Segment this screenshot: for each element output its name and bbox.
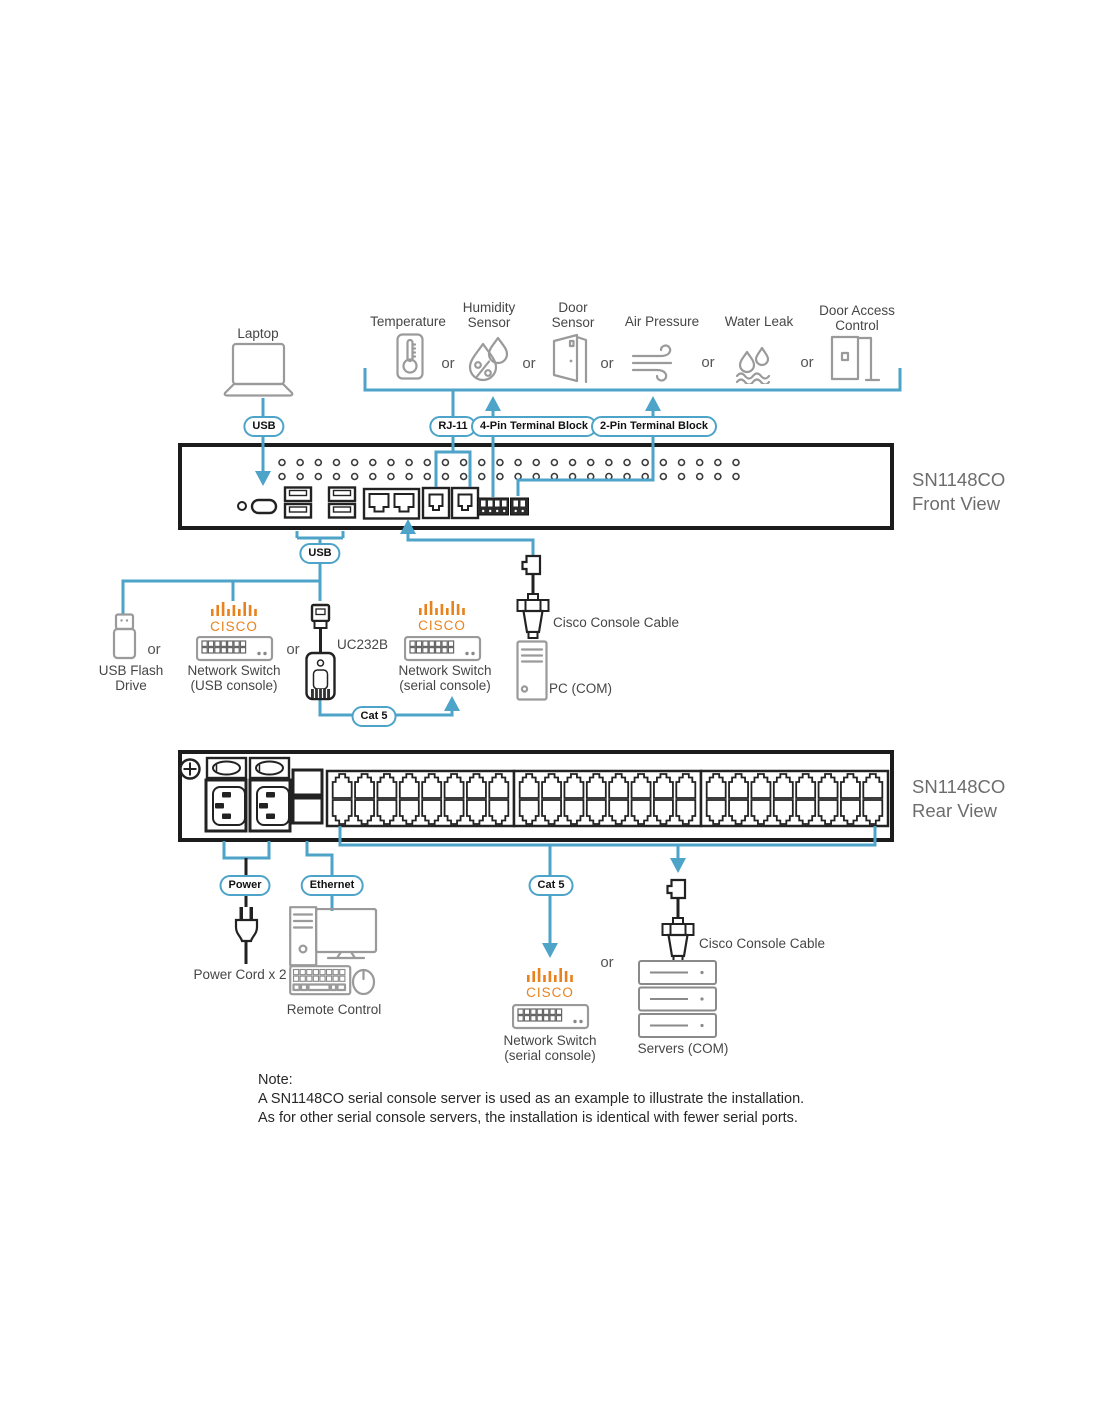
4pin-terminal-pill: 4-Pin Terminal Block <box>471 416 597 437</box>
keyboard-icon <box>289 965 352 996</box>
or-label: or <box>701 354 715 371</box>
network-switch-serial-label-bottom: Network Switch (serial console) <box>503 1033 597 1063</box>
humidity-sensor-icon <box>467 336 509 382</box>
cisco-console-cable-label: Cisco Console Cable <box>553 615 680 630</box>
sensor-label-air-pressure: Air Pressure <box>624 314 700 329</box>
or-label: or <box>286 641 300 658</box>
or-label: or <box>522 355 536 372</box>
svg-text:CISCO: CISCO <box>526 985 574 1000</box>
or-label: or <box>441 355 455 372</box>
power-cord-label: Power Cord x 2 <box>193 967 287 982</box>
note-block <box>258 1071 804 1128</box>
sensor-label-door-access: Door Access Control <box>819 303 895 333</box>
front-view-title: SN1148CO Front View <box>912 469 1006 514</box>
note-title: Note: <box>258 1072 293 1088</box>
or-label: or <box>600 954 614 971</box>
rj11-connector-pill: RJ-11 <box>429 416 476 437</box>
2pin-terminal-pill: 2-Pin Terminal Block <box>591 416 717 437</box>
laptop-label: Laptop <box>237 326 279 341</box>
monitor-icon <box>315 908 379 961</box>
sensor-label-humidity: Humidity Sensor <box>462 300 516 330</box>
cat5-pill-mid: Cat 5 <box>352 706 397 727</box>
note-line-2: As for other serial console servers, the installation is identical with fewer serial ports. <box>258 1110 798 1126</box>
ethernet-pill: Ethernet <box>301 875 364 896</box>
cisco-console-cable-icon <box>661 878 695 964</box>
door-sensor-icon <box>551 333 589 383</box>
remote-control-label: Remote Control <box>286 1002 382 1017</box>
network-switch-usb-label: Network Switch (USB console) <box>187 663 281 693</box>
network-switch-serial-label: Network Switch (serial console) <box>398 663 492 693</box>
sensor-label-temperature: Temperature <box>370 314 446 329</box>
or-label: or <box>800 354 814 371</box>
or-label: or <box>147 641 161 658</box>
usb-flash-drive-icon <box>111 613 139 660</box>
door-access-icon <box>828 335 880 382</box>
sensor-label-water-leak: Water Leak <box>724 314 794 329</box>
note-line-1: A SN1148CO serial console server is used as an example to illustrate the installation. <box>258 1091 805 1107</box>
servers-icon <box>638 960 718 1040</box>
network-switch-icon <box>404 636 482 662</box>
cisco-logo <box>413 599 471 633</box>
cisco-console-cable-label-bottom: Cisco Console Cable <box>699 936 826 951</box>
usb-connector-pill: USB <box>243 416 284 437</box>
pc-com-label: PC (COM) <box>549 681 612 696</box>
network-switch-icon <box>512 1004 590 1030</box>
svg-text:CISCO: CISCO <box>418 618 466 633</box>
mouse-icon <box>351 967 376 995</box>
usb-flash-drive-label: USB Flash Drive <box>98 663 164 693</box>
or-label: or <box>600 355 614 372</box>
pc-tower-icon <box>516 640 549 702</box>
uc232b-adapter-icon <box>303 603 339 703</box>
servers-com-label: Servers (COM) <box>637 1041 729 1056</box>
usb-connector-pill-mid: USB <box>299 543 340 564</box>
svg-text:CISCO: CISCO <box>210 619 258 634</box>
power-pill: Power <box>219 875 270 896</box>
remote-pc-tower-icon <box>289 906 318 968</box>
cat5-pill-rear: Cat 5 <box>529 875 574 896</box>
water-leak-icon <box>735 346 779 384</box>
network-switch-icon <box>196 636 274 662</box>
air-pressure-icon <box>631 344 683 384</box>
laptop-icon <box>222 342 296 399</box>
cisco-console-cable-icon <box>516 554 550 640</box>
uc232b-label: UC232B <box>337 637 389 652</box>
sensor-label-door: Door Sensor <box>551 300 595 330</box>
cisco-logo <box>205 600 263 634</box>
rear-view-title: SN1148CO Rear View <box>912 776 1006 821</box>
cisco-logo <box>521 966 579 1000</box>
thermometer-icon <box>396 333 424 380</box>
power-plug-icon <box>233 906 260 944</box>
